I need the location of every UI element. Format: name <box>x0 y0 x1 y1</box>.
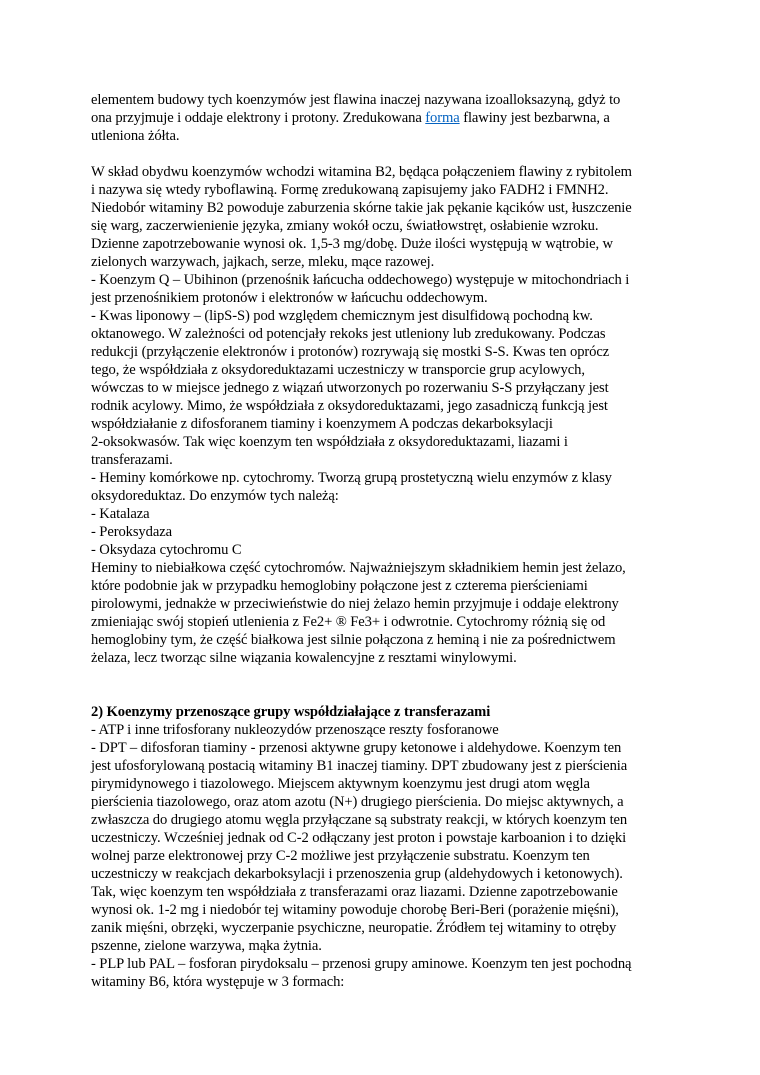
text-line: wówczas to w miejsce jednego z wiązań utworzonych po rozerwaniu S-S przyłączany jest <box>91 380 609 396</box>
text-line: pirymidynowego i tiazolowego. Miejscem aktywnym koenzymu jest drugi atom węgla <box>91 776 590 792</box>
text-line: oktanowego. W zależności od potencjały rekoks jest utleniony lub zredukowany. Podczas <box>91 326 606 342</box>
text-line: Heminy to niebiałkowa część cytochromów. Najważniejszym składnikiem hemin jest żelazo, <box>91 560 626 576</box>
text-line <box>91 109 681 127</box>
text-line: jest przenośnikiem protonów i elektronów w łańcuchu oddechowym. <box>91 290 488 306</box>
text-line: zielonych warzywach, jajkach, serze, mleku, mące razowej. <box>91 254 435 270</box>
paragraph-transferases <box>91 721 681 991</box>
section-spacer <box>91 667 681 703</box>
text-line: - Koenzym Q – Ubihinon (przenośnik łańcucha oddechowego) występuje w mitochondriach i <box>91 272 630 288</box>
text-line: pirolowymi, jednakże w przeciwieństwie do niej żelazo hemin przyjmuje i oddaje elektrony <box>91 596 619 612</box>
text-line: redukcji (przyłączenie elektronów i protonów) rozrywają się mostki S-S. Kwas ten oprócz <box>91 344 610 360</box>
text-line: uczestniczy w reakcjach dekarboksylacji i przenoszenia grup (aldehydowych i ketonowych). <box>91 866 623 882</box>
section-heading: 2) Koenzymy przenoszące grupy współdziałające z transferazami <box>91 704 491 720</box>
text-line: zanik mięśni, obrzęki, wyczerpanie psychiczne, neuropatie. Źródłem tej witaminy to otręby <box>91 920 617 936</box>
text-line: Tak, więc koenzym ten współdziała z transferazami oraz liazami. Dzienne zapotrzebowanie <box>91 884 618 900</box>
text-line: - Kwas liponowy – (lipS-S) pod względem chemicznym jest disulfidową pochodną kw. <box>91 308 593 324</box>
text-line: wynosi ok. 1-2 mg i niedobór tej witaminy powoduje chorobę Beri-Beri (porażenie mięśni), <box>91 902 619 918</box>
text-line: - PLP lub PAL – fosforan pirydoksalu – przenosi grupy aminowe. Koenzym ten jest pochodną <box>91 956 632 972</box>
text-line: żelaza, lecz tworząc silne wiązania kowalencyjne z resztami winylowymi. <box>91 650 517 666</box>
text-line: transferazami. <box>91 452 173 468</box>
paragraph-flavin <box>91 91 681 145</box>
text-line: Niedobór witaminy B2 powoduje zaburzenia skórne takie jak pękanie kącików ust, łuszczenie <box>91 200 632 216</box>
paragraph-spacer <box>91 145 681 163</box>
text-line: - Katalaza <box>91 506 150 522</box>
text-line: zwłaszcza do drugiego atomu węgla przyłączane są substraty reakcji, w których koenzym ten <box>91 812 628 828</box>
text-line: Dzienne zapotrzebowanie wynosi ok. 1,5-3 mg/dobę. Duże ilości występują w wątrobie, w <box>91 236 613 252</box>
text-line: pierścienia tiazolowego, oraz atom azotu (N+) drugiego pierścienia. Do miejsc aktywnych, a <box>91 794 624 810</box>
document-page <box>91 91 681 991</box>
forma-link[interactable]: forma <box>425 110 460 126</box>
text-line: i nazywa się wtedy ryboflawiną. Formę zredukowaną zapisujemy jako FADH2 i FMNH2. <box>91 182 609 198</box>
text-line: - DPT – difosforan tiaminy - przenosi aktywne grupy ketonowe i aldehydowe. Koenzym ten <box>91 740 622 756</box>
text-line: jest ufosforylowaną postacią witaminy B1 inaczej tiaminy. DPT zbudowany jest z pierścienia <box>91 758 628 774</box>
text-line: zmieniając swój stopień utlenienia z Fe2+ ® Fe3+ i odwrotnie. Cytochromy różnią się od <box>91 614 606 630</box>
text-line: - Oksydaza cytochromu C <box>91 542 242 558</box>
text-segment: flawiny jest bezbarwna, a <box>459 110 610 126</box>
text-line: hemoglobiny tym, że część białkowa jest silnie połączona z heminą i nie za pośrednictwem <box>91 632 616 648</box>
text-line: pszenne, zielone warzywa, mąka żytnia. <box>91 938 322 954</box>
text-line: uczestniczy. Wcześniej jednak od C-2 odłączany jest proton i powstaje karboanion i to dzięki <box>91 830 627 846</box>
text-line: utleniona żółta. <box>91 128 180 144</box>
text-segment: ona przyjmuje i oddaje elektrony i protony. Zredukowana <box>91 110 426 126</box>
paragraph-vitamin-b2 <box>91 163 681 667</box>
text-line: - Heminy komórkowe np. cytochromy. Tworzą grupą prostetyczną wielu enzymów z klasy <box>91 470 612 486</box>
text-line: które podobnie jak w przypadku hemoglobiny połączone jest z czterema pierścieniami <box>91 578 588 594</box>
text-line: - Peroksydaza <box>91 524 172 540</box>
text-line: W skład obydwu koenzymów wchodzi witamina B2, będąca połączeniem flawiny z rybitolem <box>91 164 632 180</box>
text-line: elementem budowy tych koenzymów jest flawina inaczej nazywana izoalloksazyną, gdyż to <box>91 92 621 108</box>
text-line: 2-oksokwasów. Tak więc koenzym ten współdziała z oksydoreduktazami, liazami i <box>91 434 568 450</box>
text-line: rodnik acylowy. Mimo, że współdziała z oksydoreduktazami, jego zasadniczą funkcją jest <box>91 398 608 414</box>
text-line: oksydoreduktaz. Do enzymów tych należą: <box>91 488 339 504</box>
text-line: witaminy B6, która występuje w 3 formach: <box>91 974 345 990</box>
text-line: - ATP i inne trifosforany nukleozydów przenoszące reszty fosforanowe <box>91 722 499 738</box>
text-line: wolnej parze elektronowej przy C-2 możliwe jest przyłączenie substratu. Koenzym ten <box>91 848 590 864</box>
text-line: tego, że współdziała z oksydoreduktazami uczestniczy w transporcie grup acylowych, <box>91 362 585 378</box>
text-line: współdziałanie z difosforanem tiaminy i koenzymem A podczas dekarboksylacji <box>91 416 553 432</box>
text-line: się warg, zaczerwienienie języka, zmiany wokół oczu, światłowstręt, osłabienie wzroku. <box>91 218 599 234</box>
